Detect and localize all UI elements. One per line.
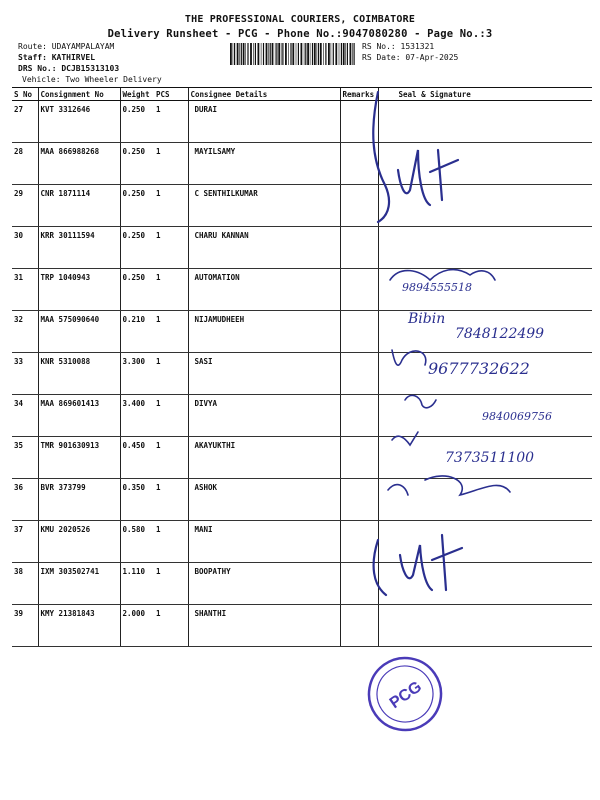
table-row (12, 101, 592, 143)
cell-signature (378, 605, 592, 647)
route-label: Route: UDAYAMPALAYAM (18, 42, 115, 51)
cell-remarks (340, 479, 378, 521)
cell-signature (378, 563, 592, 605)
handwritten-phone: 9894555518 (402, 281, 472, 294)
cell-sno: 33 (12, 353, 38, 395)
cell-weight: 1.110 (120, 563, 154, 605)
table-row (12, 269, 592, 311)
cell-weight: 3.400 (120, 395, 154, 437)
cell-consignee: DURAI (188, 101, 340, 143)
table-row (12, 437, 592, 479)
cell-consignee: MAYILSAMY (188, 143, 340, 185)
cell-consignment: MAA 869601413 (38, 395, 120, 437)
cell-weight: 0.250 (120, 143, 154, 185)
cell-weight: 0.250 (120, 269, 154, 311)
cell-signature (378, 479, 592, 521)
cell-consignment: KMU 2020526 (38, 521, 120, 563)
cell-consignment: KNR 5310088 (38, 353, 120, 395)
cell-pcs: 1 (154, 395, 188, 437)
cell-pcs: 1 (154, 269, 188, 311)
cell-consignee: AUTOMATION (188, 269, 340, 311)
table-row (12, 227, 592, 269)
cell-consignment: KRR 30111594 (38, 227, 120, 269)
cell-weight: 0.450 (120, 437, 154, 479)
drs-number: DRS No.: DCJB15313103 (18, 64, 120, 73)
table-header-row (12, 88, 592, 101)
cell-weight: 0.250 (120, 227, 154, 269)
cell-consignee: MANI (188, 521, 340, 563)
cell-sno: 28 (12, 143, 38, 185)
cell-signature (378, 269, 592, 311)
cell-sno: 39 (12, 605, 38, 647)
cell-consignment: MAA 866988268 (38, 143, 120, 185)
cell-sno: 31 (12, 269, 38, 311)
cell-pcs: 1 (154, 227, 188, 269)
cell-consignee: AKAYUKTHI (188, 437, 340, 479)
table-row (12, 353, 592, 395)
stamp-text: PCG (386, 678, 425, 713)
cell-sno: 36 (12, 479, 38, 521)
cell-weight: 3.300 (120, 353, 154, 395)
cell-pcs: 1 (154, 143, 188, 185)
cell-pcs: 1 (154, 437, 188, 479)
handwritten-phone: 9677732622 (428, 359, 530, 378)
cell-consignment: TRP 1040943 (38, 269, 120, 311)
handwritten-name: Bibin (408, 311, 446, 327)
cell-weight: 0.250 (120, 185, 154, 227)
cell-weight: 0.580 (120, 521, 154, 563)
cell-pcs: 1 (154, 353, 188, 395)
table-row (12, 563, 592, 605)
cell-weight: 0.210 (120, 311, 154, 353)
cell-weight: 2.000 (120, 605, 154, 647)
staff-label: Staff: KATHIRVEL (18, 53, 96, 62)
cell-signature (378, 143, 592, 185)
cell-signature (378, 521, 592, 563)
cell-remarks (340, 227, 378, 269)
table-row (12, 311, 592, 353)
runsheet-subtitle: Delivery Runsheet - PCG - Phone No.:9047080280 - Page No.:3 (107, 28, 493, 40)
table-row (12, 605, 592, 647)
cell-pcs: 1 (154, 101, 188, 143)
cell-signature (378, 311, 592, 353)
cell-pcs: 1 (154, 185, 188, 227)
cell-consignment: MAA 575090640 (38, 311, 120, 353)
rs-date: RS Date: 07-Apr-2025 (362, 53, 459, 62)
table-row (12, 143, 592, 185)
cell-pcs: 1 (154, 521, 188, 563)
pcg-stamp (355, 644, 455, 744)
cell-consignee: BOOPATHY (188, 563, 340, 605)
cell-signature (378, 185, 592, 227)
cell-remarks (340, 101, 378, 143)
col-signature: Seal & Signature (378, 88, 592, 101)
cell-signature (378, 353, 592, 395)
cell-remarks (340, 143, 378, 185)
cell-pcs: 1 (154, 311, 188, 353)
cell-remarks (340, 395, 378, 437)
runsheet-table (12, 87, 592, 647)
cell-weight: 0.350 (120, 479, 154, 521)
col-consignee: Consignee Details (188, 88, 340, 101)
cell-remarks (340, 563, 378, 605)
cell-consignment: IXM 303502741 (38, 563, 120, 605)
cell-pcs: 1 (154, 605, 188, 647)
cell-consignee: CHARU KANNAN (188, 227, 340, 269)
handwritten-phone: 7848122499 (455, 326, 545, 342)
cell-signature (378, 101, 592, 143)
cell-sno: 34 (12, 395, 38, 437)
cell-consignment: BVR 373799 (38, 479, 120, 521)
cell-consignee: SHANTHI (188, 605, 340, 647)
cell-sno: 27 (12, 101, 38, 143)
rs-number: RS No.: 1531321 (362, 42, 435, 51)
cell-pcs: 1 (154, 563, 188, 605)
cell-signature (378, 227, 592, 269)
cell-weight: 0.250 (120, 101, 154, 143)
cell-remarks (340, 269, 378, 311)
handwritten-phone: 9840069756 (482, 410, 552, 423)
cell-consignment: TMR 901630913 (38, 437, 120, 479)
cell-consignee: NIJAMUDHEEH (188, 311, 340, 353)
handwritten-phone: 7373511100 (445, 450, 535, 466)
cell-consignment: KVT 3312646 (38, 101, 120, 143)
cell-remarks (340, 605, 378, 647)
col-consignment: Consignment No (38, 88, 120, 101)
cell-remarks (340, 353, 378, 395)
cell-consignment: KMY 21381843 (38, 605, 120, 647)
cell-signature (378, 395, 592, 437)
cell-consignment: CNR 1871114 (38, 185, 120, 227)
cell-remarks (340, 521, 378, 563)
cell-remarks (340, 437, 378, 479)
cell-consignee: DIVYA (188, 395, 340, 437)
cell-remarks (340, 311, 378, 353)
cell-remarks (340, 185, 378, 227)
col-pcs: PCS (154, 88, 188, 101)
cell-signature (378, 437, 592, 479)
cell-pcs: 1 (154, 479, 188, 521)
cell-consignee: C SENTHILKUMAR (188, 185, 340, 227)
company-title: THE PROFESSIONAL COURIERS, COIMBATORE (184, 14, 416, 25)
cell-sno: 37 (12, 521, 38, 563)
cell-consignee: SASI (188, 353, 340, 395)
table-row (12, 521, 592, 563)
col-remarks: Remarks (340, 88, 378, 101)
vehicle-label: Vehicle: Two Wheeler Delivery (22, 75, 162, 84)
barcode-image (230, 43, 355, 65)
cell-consignee: ASHOK (188, 479, 340, 521)
table-row (12, 479, 592, 521)
cell-sno: 35 (12, 437, 38, 479)
col-weight: Weight (120, 88, 154, 101)
table-row (12, 395, 592, 437)
col-sno: S No (12, 88, 38, 101)
cell-sno: 32 (12, 311, 38, 353)
cell-sno: 30 (12, 227, 38, 269)
cell-sno: 29 (12, 185, 38, 227)
table-row (12, 185, 592, 227)
cell-sno: 38 (12, 563, 38, 605)
